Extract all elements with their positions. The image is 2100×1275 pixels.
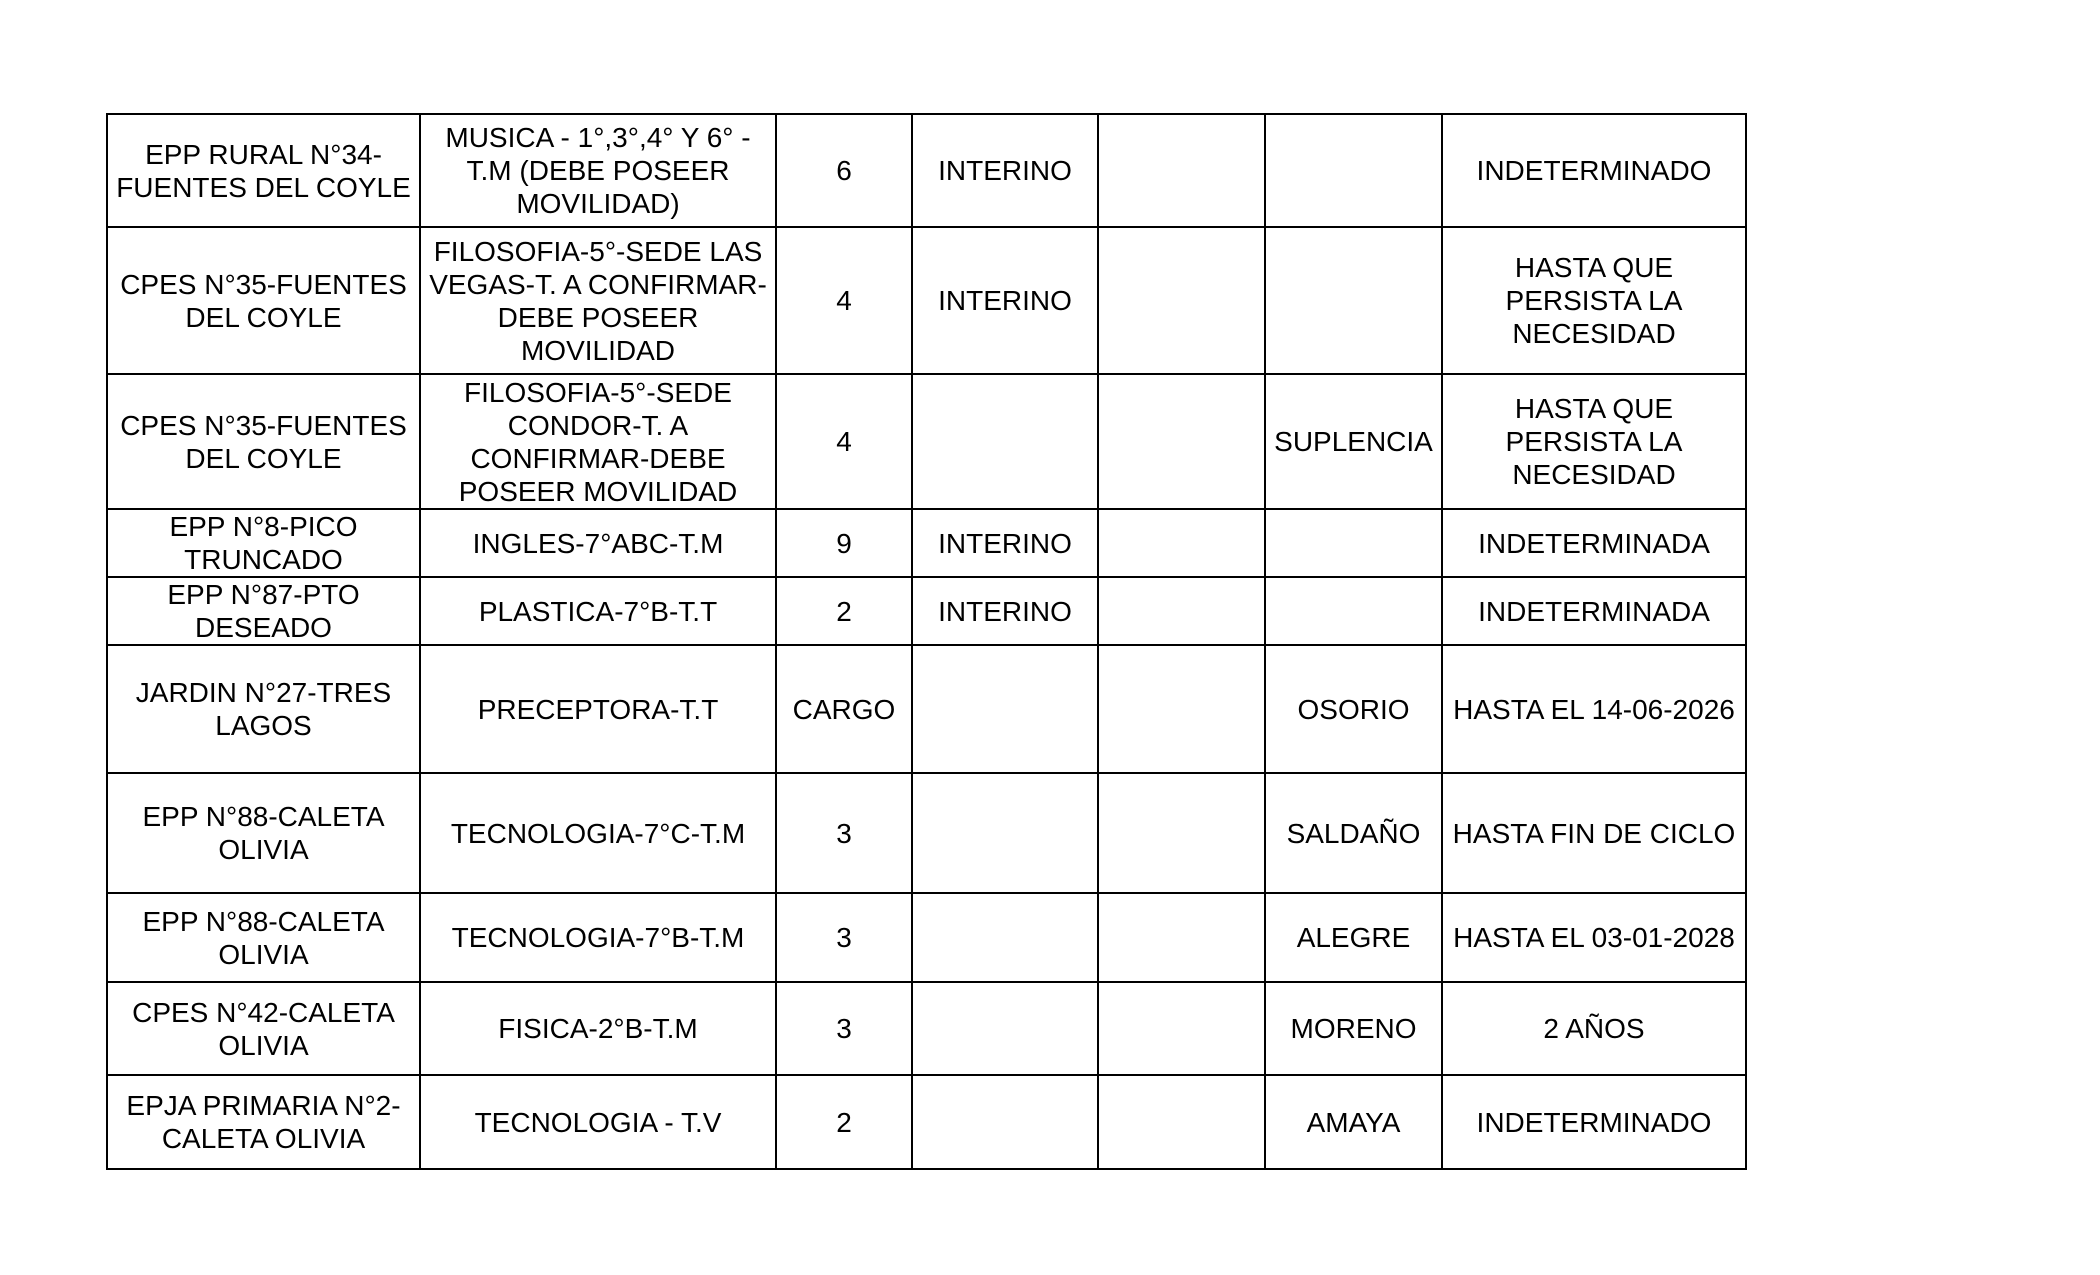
school-cell: EPP N°8-PICO TRUNCADO — [107, 509, 420, 577]
table-row — [107, 227, 1746, 374]
blank-cell — [1098, 982, 1265, 1075]
duration-cell: INDETERMINADA — [1442, 509, 1746, 577]
hours-cell: 3 — [776, 982, 912, 1075]
subject-cell: MUSICA - 1°,3°,4° Y 6° - T.M (DEBE POSEER MOVILIDAD) — [420, 114, 776, 227]
interino-cell: INTERINO — [912, 509, 1098, 577]
table-row — [107, 374, 1746, 509]
suplencia-cell — [1265, 577, 1442, 645]
hours-cell: 4 — [776, 374, 912, 509]
hours-cell: 2 — [776, 1075, 912, 1169]
suplencia-cell: AMAYA — [1265, 1075, 1442, 1169]
school-cell: CPES N°35-FUENTES DEL COYLE — [107, 227, 420, 374]
subject-cell: TECNOLOGIA-7°C-T.M — [420, 773, 776, 893]
subject-cell: FILOSOFIA-5°-SEDE CONDOR-T. A CONFIRMAR-DEBE POSEER MOVILIDAD — [420, 374, 776, 509]
subject-cell: PLASTICA-7°B-T.T — [420, 577, 776, 645]
table-row — [107, 509, 1746, 577]
blank-cell — [1098, 773, 1265, 893]
hours-cell: 6 — [776, 114, 912, 227]
table-row — [107, 114, 1746, 227]
suplencia-cell — [1265, 509, 1442, 577]
hours-cell: 3 — [776, 773, 912, 893]
interino-cell — [912, 773, 1098, 893]
duration-cell: HASTA QUE PERSISTA LA NECESIDAD — [1442, 374, 1746, 509]
subject-cell: INGLES-7°ABC-T.M — [420, 509, 776, 577]
interino-cell — [912, 374, 1098, 509]
subject-cell: TECNOLOGIA - T.V — [420, 1075, 776, 1169]
table-row — [107, 982, 1746, 1075]
blank-cell — [1098, 227, 1265, 374]
hours-cell: CARGO — [776, 645, 912, 773]
vacancy-table — [106, 113, 1747, 1170]
suplencia-cell: SUPLENCIA — [1265, 374, 1442, 509]
table-row — [107, 1075, 1746, 1169]
hours-cell: 3 — [776, 893, 912, 982]
duration-cell: HASTA QUE PERSISTA LA NECESIDAD — [1442, 227, 1746, 374]
school-cell: EPP RURAL N°34- FUENTES DEL COYLE — [107, 114, 420, 227]
hours-cell: 9 — [776, 509, 912, 577]
school-cell: EPJA PRIMARIA N°2- CALETA OLIVIA — [107, 1075, 420, 1169]
blank-cell — [1098, 114, 1265, 227]
subject-cell: PRECEPTORA-T.T — [420, 645, 776, 773]
school-cell: CPES N°35-FUENTES DEL COYLE — [107, 374, 420, 509]
table-row — [107, 645, 1746, 773]
school-cell: EPP N°88-CALETA OLIVIA — [107, 893, 420, 982]
subject-cell: FILOSOFIA-5°-SEDE LAS VEGAS-T. A CONFIRMAR- DEBE POSEER MOVILIDAD — [420, 227, 776, 374]
blank-cell — [1098, 509, 1265, 577]
suplencia-cell — [1265, 227, 1442, 374]
school-cell: CPES N°42-CALETA OLIVIA — [107, 982, 420, 1075]
hours-cell: 4 — [776, 227, 912, 374]
interino-cell — [912, 982, 1098, 1075]
table-row — [107, 893, 1746, 982]
interino-cell — [912, 893, 1098, 982]
blank-cell — [1098, 374, 1265, 509]
subject-cell: FISICA-2°B-T.M — [420, 982, 776, 1075]
school-cell: JARDIN N°27-TRES LAGOS — [107, 645, 420, 773]
duration-cell: HASTA FIN DE CICLO — [1442, 773, 1746, 893]
duration-cell: HASTA EL 03-01-2028 — [1442, 893, 1746, 982]
duration-cell: INDETERMINADO — [1442, 1075, 1746, 1169]
table-body — [107, 114, 1746, 1169]
table-row — [107, 577, 1746, 645]
interino-cell: INTERINO — [912, 227, 1098, 374]
hours-cell: 2 — [776, 577, 912, 645]
table-row — [107, 773, 1746, 893]
duration-cell: HASTA EL 14-06-2026 — [1442, 645, 1746, 773]
suplencia-cell: MORENO — [1265, 982, 1442, 1075]
blank-cell — [1098, 1075, 1265, 1169]
suplencia-cell: ALEGRE — [1265, 893, 1442, 982]
suplencia-cell: SALDAÑO — [1265, 773, 1442, 893]
suplencia-cell: OSORIO — [1265, 645, 1442, 773]
suplencia-cell — [1265, 114, 1442, 227]
duration-cell: INDETERMINADA — [1442, 577, 1746, 645]
duration-cell: 2 AÑOS — [1442, 982, 1746, 1075]
blank-cell — [1098, 645, 1265, 773]
duration-cell: INDETERMINADO — [1442, 114, 1746, 227]
interino-cell: INTERINO — [912, 114, 1098, 227]
subject-cell: TECNOLOGIA-7°B-T.M — [420, 893, 776, 982]
blank-cell — [1098, 893, 1265, 982]
interino-cell — [912, 1075, 1098, 1169]
blank-cell — [1098, 577, 1265, 645]
interino-cell — [912, 645, 1098, 773]
school-cell: EPP N°87-PTO DESEADO — [107, 577, 420, 645]
interino-cell: INTERINO — [912, 577, 1098, 645]
school-cell: EPP N°88-CALETA OLIVIA — [107, 773, 420, 893]
